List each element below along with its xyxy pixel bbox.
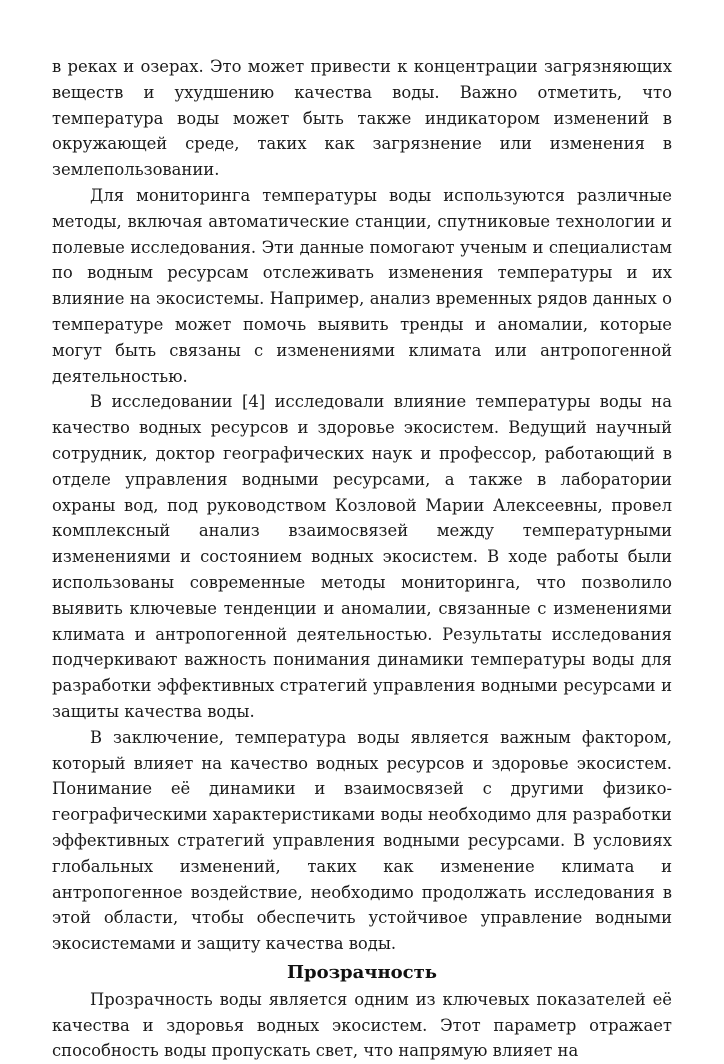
document-page: [52, 54, 672, 1064]
paragraph-conclusion: В заключение, температура воды является важным фактором, который влияет на качество водных ресурсов и здоровье экосистем. Понимание её динамики и взаимосвязей с другими физико-географическими характеристиками воды необходимо для разработки эффективных стратегий управления водными ресурсами. В условиях глобальных изменений, таких как изменение климата и антропогенное воздействие, необходимо продолжать исследования в этой области, чтобы обеспечить устойчивое управление водными экосистемами и защиту качества воды.: [52, 727, 672, 954]
paragraph-transparency: Прозрачность воды является одним из ключевых показателей её качества и здоровья водных экосистем. Этот параметр отражает способность воды пропускать свет, что напрямую влияет на: [52, 989, 672, 1061]
paragraph-study: В исследовании [4] исследовали влияние температуры воды на качество водных ресурсов и здоровье экосистем. Ведущий научный сотрудник, доктор географических наук и профессор, работающий в отделе управления водными ресурсами, а также в лаборатории охраны вод, под руководством Козловой Марии Алексеевны, провел комплексный анализ взаимосвязей между температурными изменениями и состоянием водных экосистем. В ходе работы были использованы современные методы мониторинга, что позволило выявить ключевые тенденции и аномалии, связанные с изменениями климата и антропогенной деятельностью. Результаты исследования подчеркивают важность понимания динамики температуры воды для разработки эффективных стратегий управления водными ресурсами и защиты качества воды.: [52, 392, 672, 721]
paragraph-monitoring: Для мониторинга температуры воды используются различные методы, включая автоматические станции, спутниковые технологии и полевые исследования. Эти данные помогают ученым и специалистам по водным ресурсам отслеживать изменения температуры и их влияние на экосистемы. Например, анализ временных рядов данных о температуре может помочь выявить тренды и аномалии, которые могут быть связаны с изменениями климата или антропогенной деятельностью.: [52, 185, 672, 386]
paragraph-continued: в реках и озерах. Это может привести к концентрации загрязняющих веществ и ухудшению качества воды. Важно отметить, что температура воды может быть также индикатором изменений в окружающей среде, таких как загрязнение или изменения в землепользовании.: [52, 57, 672, 180]
section-heading-transparency: Прозрачность: [286, 961, 437, 983]
